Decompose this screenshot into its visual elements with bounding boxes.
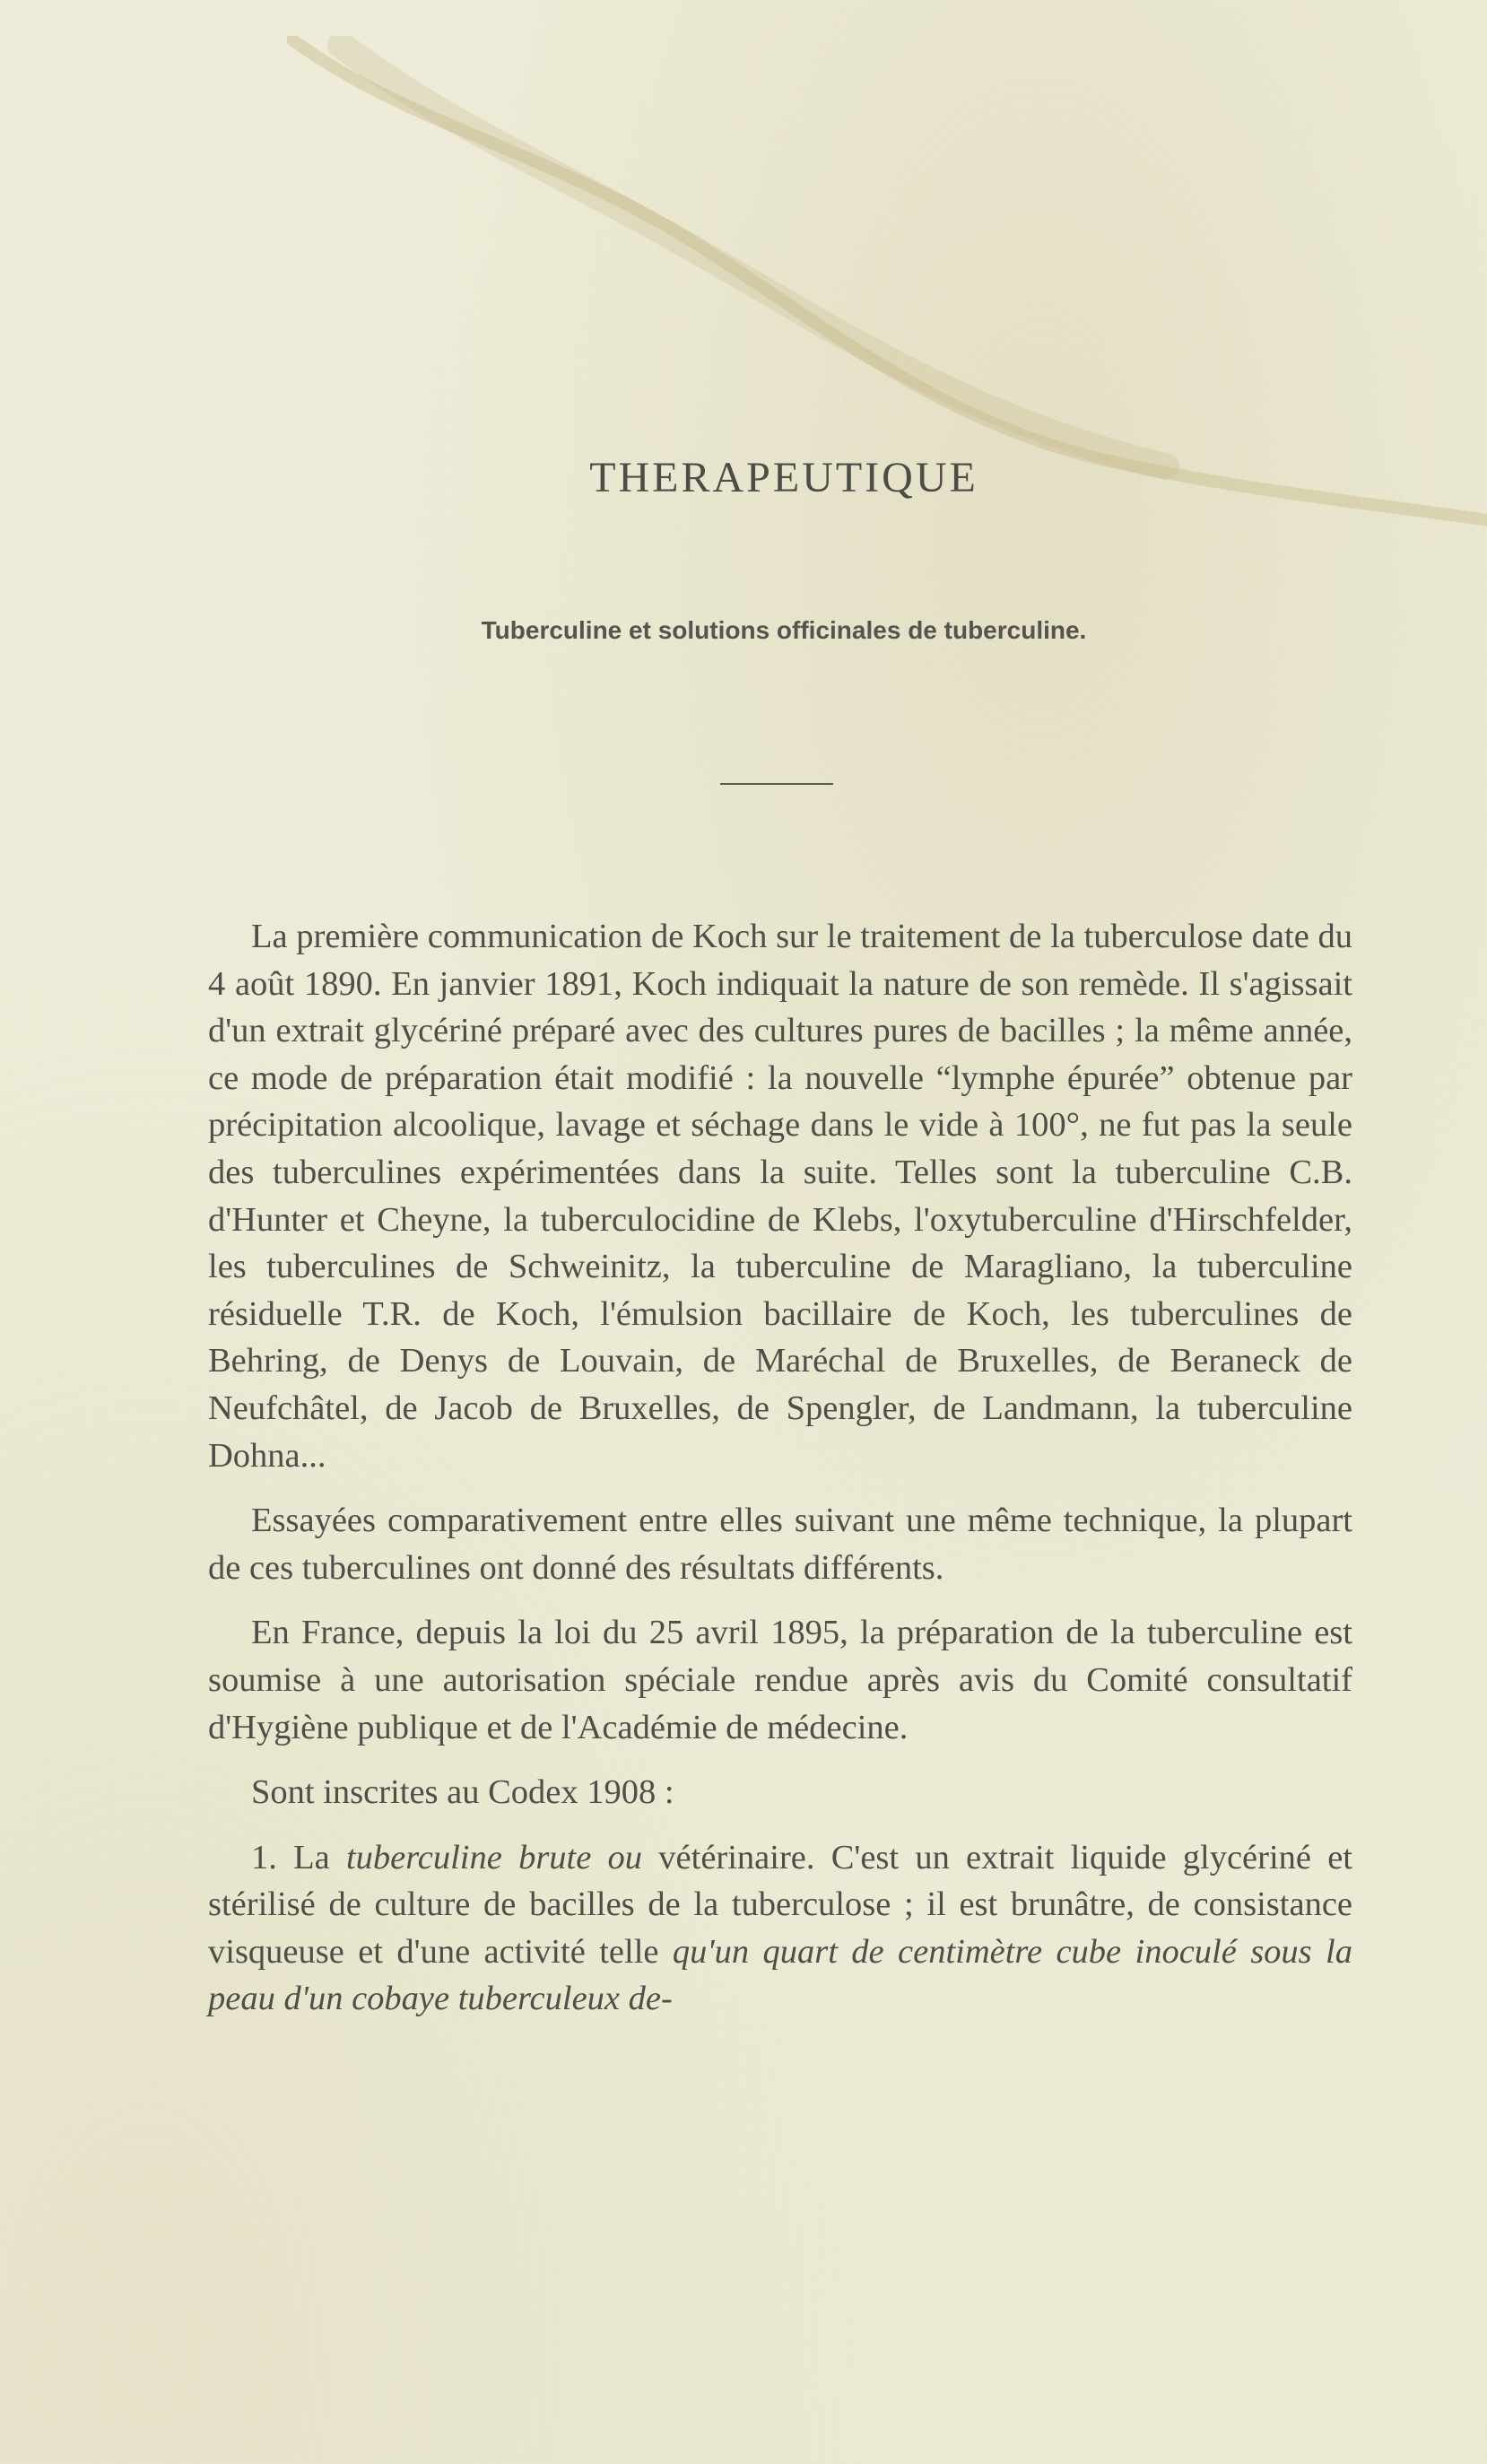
divider-rule [720, 783, 833, 785]
paragraph: En France, depuis la loi du 25 avril 1895, la préparation de la tuberculine est soumise à une autorisation spéciale rendue après avis du Comité consultatif d'Hygiène publique et de l'Académie de médecine. [208, 1614, 1352, 1746]
italic-term: tuberculine brute ou [345, 1838, 643, 1876]
section-subtitle: Tuberculine et solutions officinales de tuberculine. [481, 616, 1087, 644]
item-number: 1. La [251, 1838, 346, 1876]
paragraph: La première communication de Koch sur le traitement de la tuberculose date du 4 août 1890. En janvier 1891, Koch indiquait la nature de son remède. Il s'agissait d'un extrait glycériné préparé avec des cultures pures de bacilles ; la même année, ce mode de préparation était modifié : la nouvelle “lymphe épurée” obtenue par précipitation alcoolique, lavage et séchage dans le vide à 100°, ne fut pas la seule des tuberculines expérimentées dans la suite. Telles sont la tuberculine C.B. d'Hunter et Cheyne, la tuberculocidine de Klebs, l'oxytuberculine d'Hirschfelder, les tuberculines de Schweinitz, la tuberculine de Maragliano, la tuberculine résiduelle T.R. de Koch, l'émulsion bacillaire de Koch, les tuberculines de Behring, de Denys de Louvain, de Maréchal de Bruxelles, de Beraneck de Neufchâtel, de Jacob de Bruxelles, de Spengler, de Landmann, la tuberculine Dohna... [208, 918, 1352, 1475]
paragraph: Essayées comparativement entre elles suivant une même technique, la plupart de ces tuberculines ont donné des résultats différents. [208, 1502, 1352, 1587]
item-text: vétérinaire. C'est un extrait liquide glycériné et stérilisé de culture de bacilles de la tuberculose ; il est brunâtre, de consistance visqueuse et d'une activité telle [208, 1838, 1352, 1971]
body-text [208, 913, 1352, 2041]
list-item-1 [208, 1834, 1352, 2023]
italic-text: qu'un quart de centimètre cube inoculé sous la peau d'un cobaye tuberculeux de- [208, 1932, 1352, 2018]
paragraph: Sont inscrites au Codex 1908 : [251, 1773, 674, 1812]
page-title: THERAPEUTIQUE [589, 454, 978, 501]
